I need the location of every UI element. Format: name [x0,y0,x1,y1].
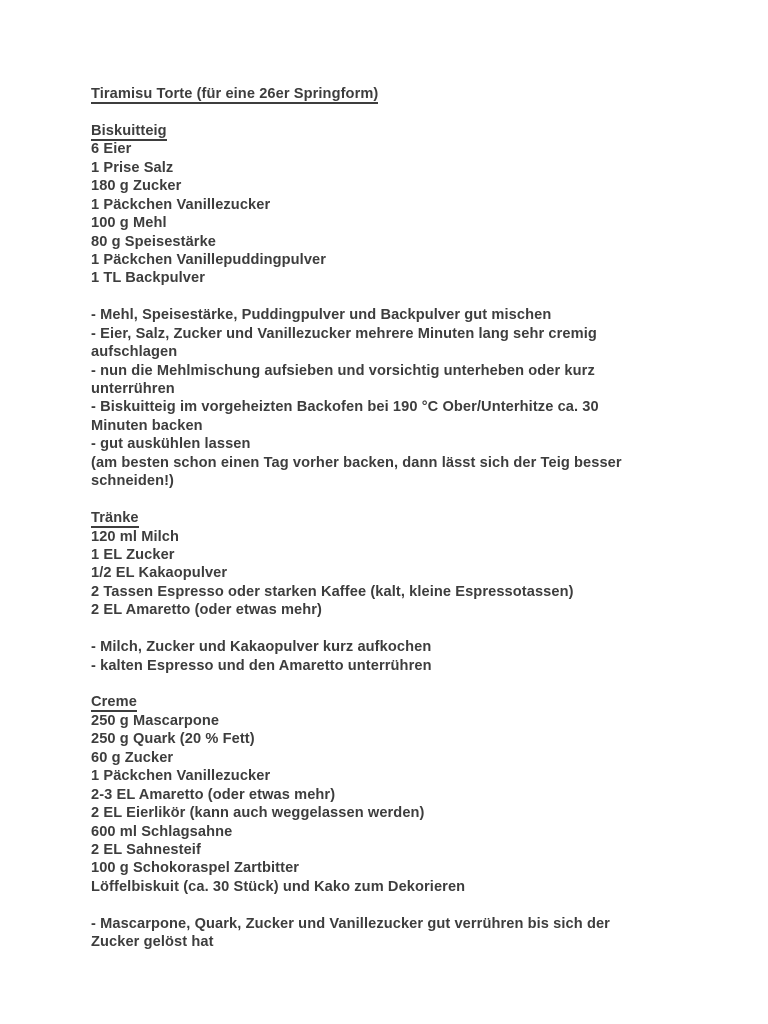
ingredient-line: 250 g Mascarpone [91,712,220,729]
section-traenke [91,509,740,675]
ingredient-line: 120 ml Milch [91,528,179,545]
section-heading-biskuitteig [91,122,740,140]
section-heading-traenke [91,509,740,527]
instruction-line: - Mascarpone, Quark, Zucker und Vanillezucker gut verrühren bis sich der [91,915,610,932]
instruction-line: - gut auskühlen lassen [91,436,251,453]
recipe-title [91,85,740,103]
ingredient-line: 80 g Speisestärke [91,233,217,250]
instruction-line: - kalten Espresso und den Amaretto unterrühren [91,657,432,674]
ingredient-line: 180 g Zucker [91,178,182,195]
ingredient-line: 1 Prise Salz [91,159,174,176]
section-heading-text: Biskuitteig [91,122,167,139]
ingredient-line: 1 Päckchen Vanillezucker [91,768,271,785]
ingredient-list [91,712,740,896]
instruction-line: unterrühren [91,381,175,397]
instruction-line: - Milch, Zucker und Kakaopulver kurz aufkochen [91,639,432,656]
ingredient-list [91,140,740,288]
ingredient-line: 2 EL Amaretto (oder etwas mehr) [91,602,322,619]
section-biskuitteig [91,122,740,491]
ingredient-line: 600 ml Schlagsahne [91,823,233,840]
instruction-line: aufschlagen [91,344,178,361]
instruction-list [91,915,740,952]
instruction-line: Zucker gelöst hat [91,934,214,951]
ingredient-line: 2-3 EL Amaretto (oder etwas mehr) [91,786,336,803]
ingredient-line: 1 Päckchen Vanillepuddingpulver [91,251,327,268]
ingredient-list [91,528,740,620]
ingredient-line: 60 g Zucker [91,749,174,766]
ingredient-line: 1/2 EL Kakaopulver [91,565,228,582]
instruction-list [91,306,740,490]
section-creme [91,693,740,951]
instruction-line: - nun die Mehlmischung aufsieben und vorsichtig unterheben oder kurz [91,362,595,379]
ingredient-line: 250 g Quark (20 % Fett) [91,731,255,748]
ingredient-line: 2 EL Eierlikör (kann auch weggelassen werden) [91,805,425,822]
instruction-line: schneiden!) [91,473,174,490]
ingredient-line: 100 g Mehl [91,215,167,232]
ingredient-line: Löffelbiskuit (ca. 30 Stück) und Kako zum Dekorieren [91,878,466,895]
instruction-line: - Eier, Salz, Zucker und Vanillezucker mehrere Minuten lang sehr cremig [91,325,597,342]
ingredient-line: 2 Tassen Espresso oder starken Kaffee (kalt, kleine Espressotassen) [91,583,574,600]
ingredient-line: 1 TL Backpulver [91,270,205,287]
section-heading-text: Tränke [91,510,139,527]
section-heading-text: Creme [91,694,137,711]
recipe-title-text: Tiramisu Torte (für eine 26er Springform) [91,86,379,102]
instruction-line: (am besten schon einen Tag vorher backen, dann lässt sich der Teig besser [91,454,622,471]
ingredient-line: 1 EL Zucker [91,546,175,563]
ingredient-line: 2 EL Sahnesteif [91,841,201,858]
section-heading-creme [91,693,740,711]
instruction-line: Minuten backen [91,417,203,434]
ingredient-line: 6 Eier [91,141,132,158]
instruction-list [91,638,740,675]
ingredient-line: 1 Päckchen Vanillezucker [91,196,271,213]
ingredient-line: 100 g Schokoraspel Zartbitter [91,860,300,877]
instruction-line: - Mehl, Speisestärke, Puddingpulver und Backpulver gut mischen [91,307,552,324]
instruction-line: - Biskuitteig im vorgeheizten Backofen bei 190 °C Ober/Unterhitze ca. 30 [91,399,599,416]
